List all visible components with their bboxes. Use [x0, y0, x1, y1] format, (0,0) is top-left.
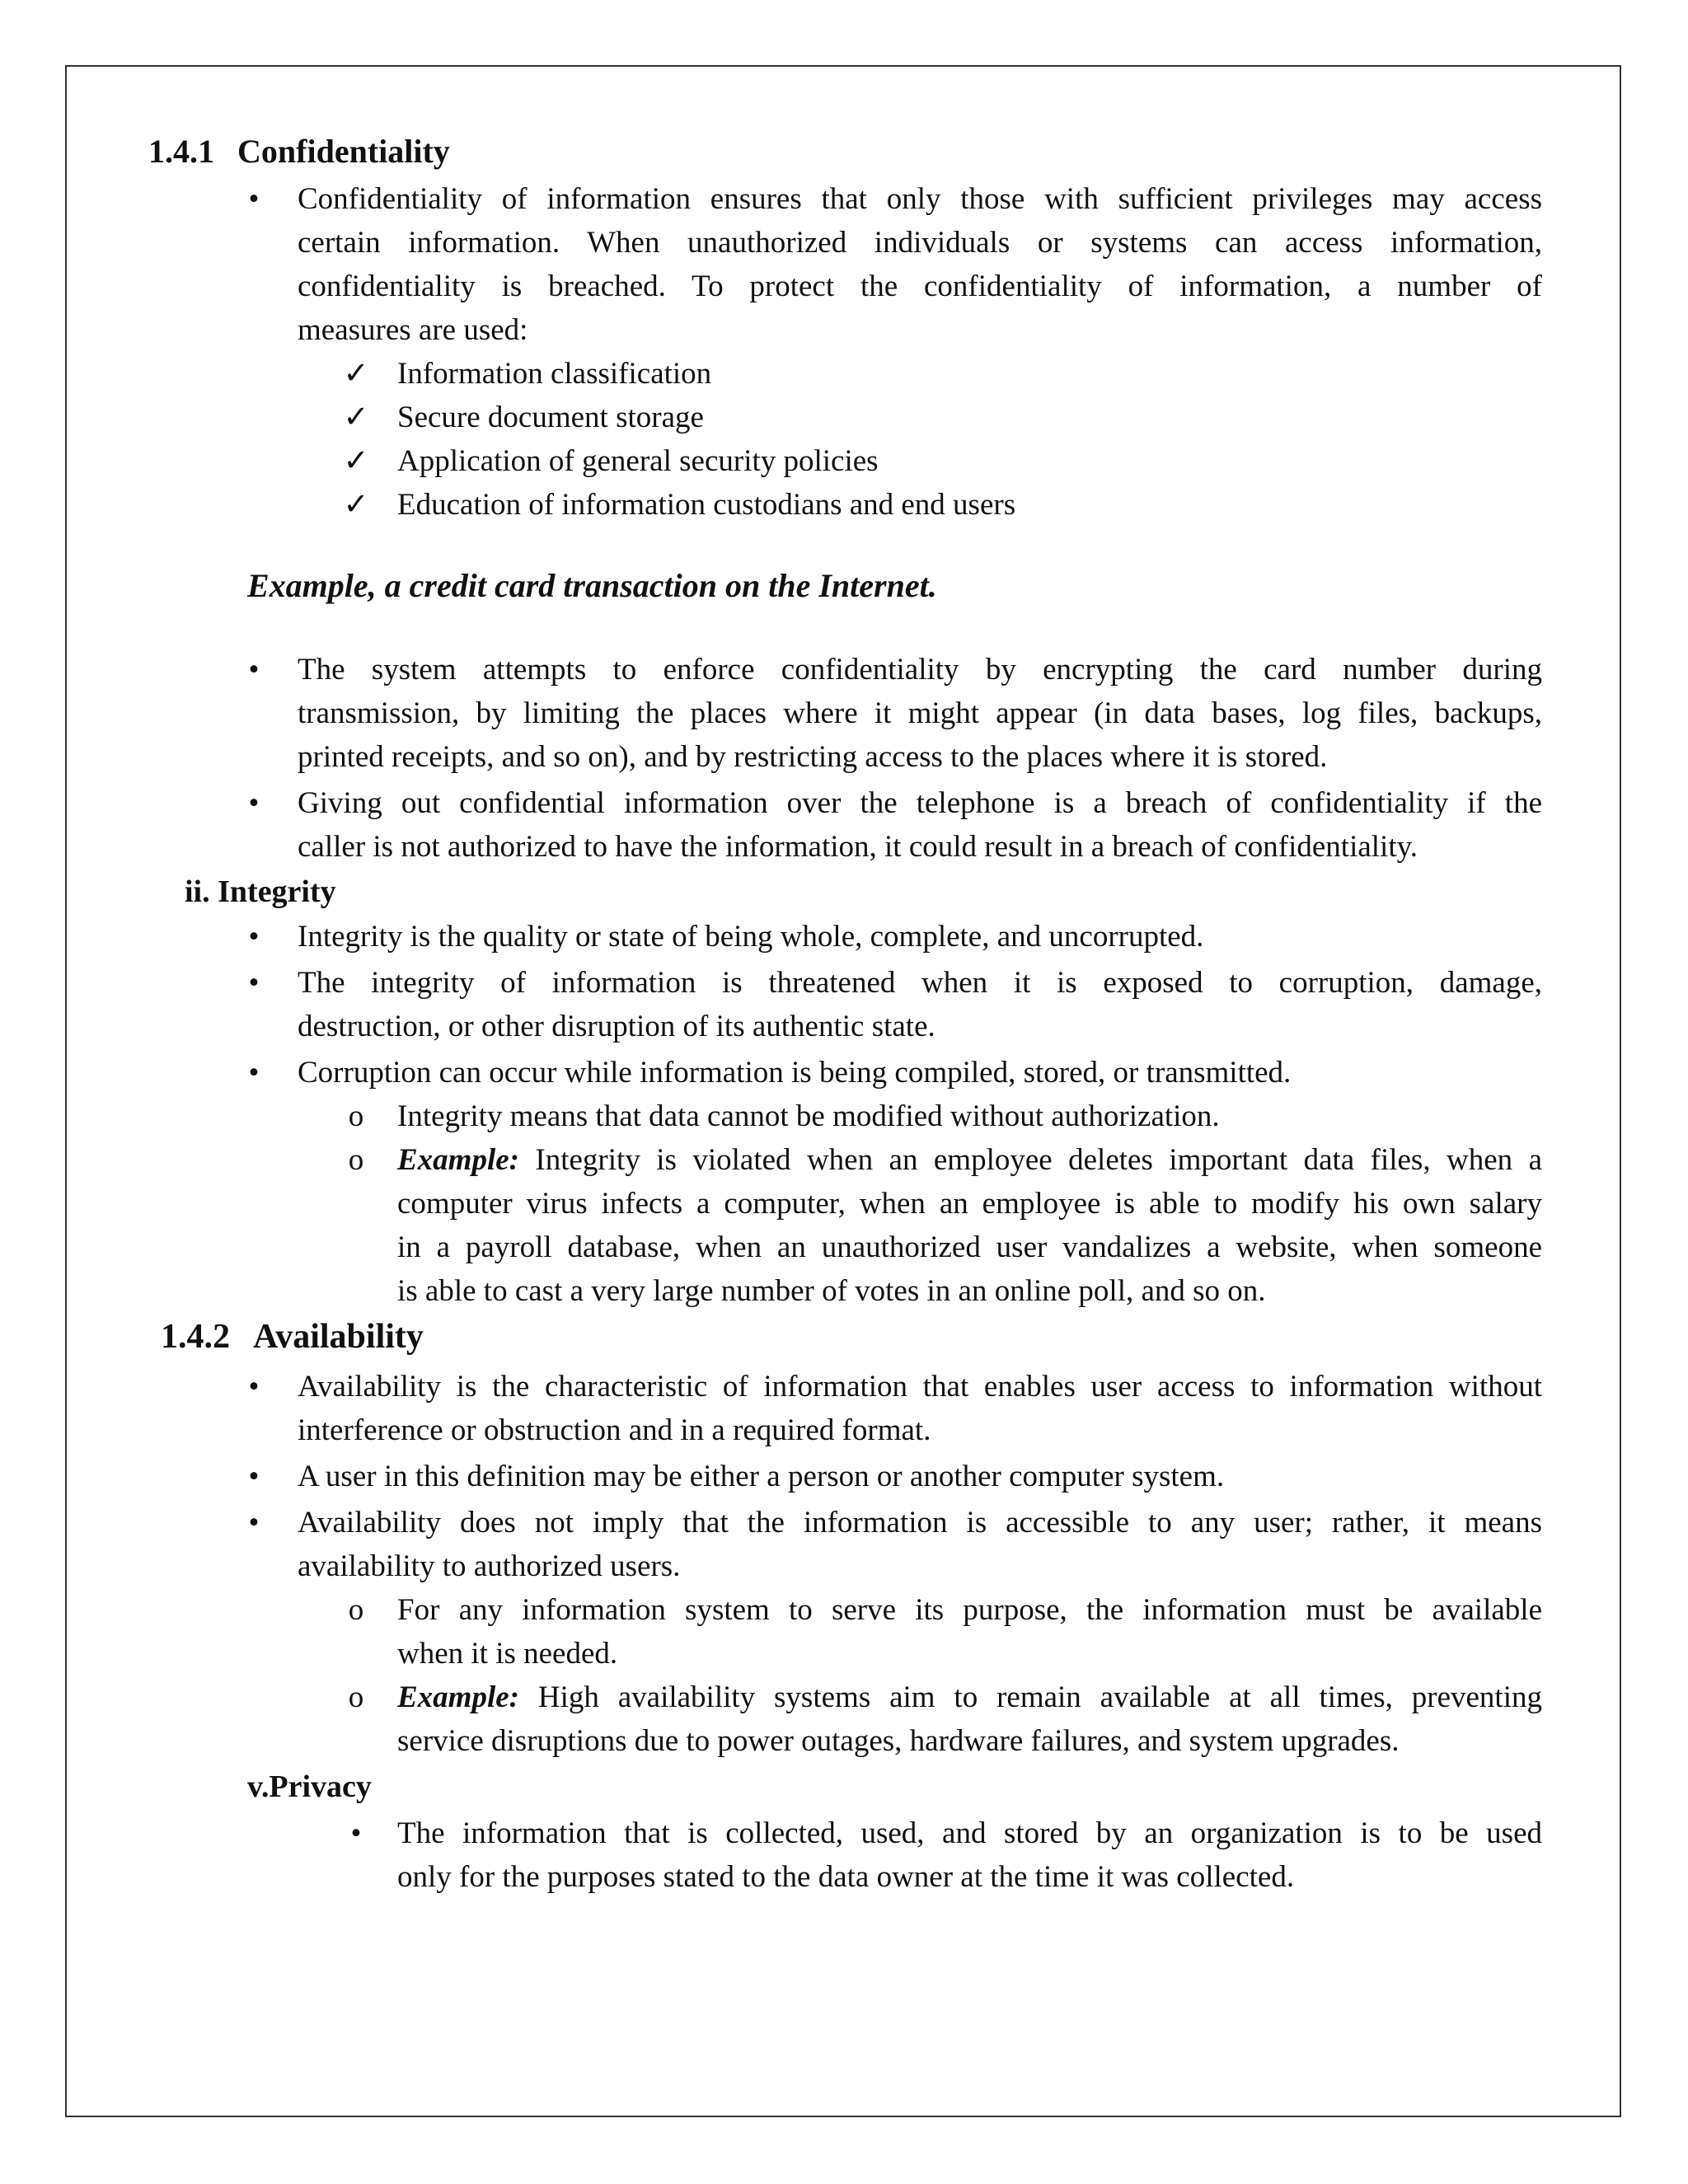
paragraph-line: Availability does not imply that the information is accessible to any user; rather, it means	[298, 1506, 1542, 1540]
paragraph-line: Integrity is the quality or state of being whole, complete, and uncorrupted.	[298, 920, 1204, 954]
paragraph-line: The integrity of information is threatened when it is exposed to corruption, damage,	[298, 966, 1542, 1000]
heading-number: 1.4.2	[161, 1318, 230, 1356]
list-item: Education of information custodians and end users	[397, 488, 1016, 522]
bullet-icon: •	[248, 1370, 260, 1404]
paragraph-line: Integrity means that data cannot be modified without authorization.	[397, 1099, 1220, 1133]
paragraph-line: Confidentiality of information ensures that only those with sufficient privileges may access	[298, 182, 1542, 216]
example-label: Example:	[397, 1680, 519, 1714]
paragraph-line: destruction, or other disruption of its authentic state.	[298, 1010, 935, 1043]
list-item: Application of general security policies	[397, 444, 879, 478]
heading-1-4-2	[161, 1315, 424, 1358]
list-item: Information classification	[397, 357, 712, 391]
bullet-icon: •	[248, 182, 260, 216]
heading-1-4-1	[148, 130, 450, 173]
example-text: Integrity is violated when an employee deletes important data files, when a	[518, 1143, 1542, 1177]
paragraph-line	[397, 1675, 1542, 1719]
paragraph-line: is able to cast a very large number of votes in an online poll, and so on.	[397, 1274, 1266, 1308]
heading-integrity: ii. Integrity	[185, 874, 336, 909]
paragraph-line: when it is needed.	[397, 1637, 618, 1671]
sub-bullet-icon: o	[348, 1680, 364, 1714]
checkmark-icon: ✓	[343, 444, 369, 478]
paragraph-line: measures are used:	[298, 313, 528, 347]
heading-title: Availability	[253, 1318, 424, 1356]
paragraph-line: Corruption can occur while information is being compiled, stored, or transmitted.	[298, 1056, 1292, 1090]
sub-bullet-icon: o	[348, 1099, 364, 1133]
bullet-icon: •	[248, 786, 260, 820]
heading-privacy: v.Privacy	[247, 1769, 372, 1804]
paragraph-line: certain information. When unauthorized individuals or systems can access information,	[298, 226, 1542, 260]
paragraph-line: interference or obstruction and in a required format.	[298, 1413, 931, 1447]
sub-bullet-icon: o	[348, 1143, 364, 1177]
bullet-icon: •	[248, 1056, 260, 1090]
paragraph-line: A user in this definition may be either a person or another computer system.	[298, 1460, 1225, 1493]
heading-number: 1.4.1	[148, 133, 214, 170]
example-text: High availability systems aim to remain available at all times, preventing	[518, 1680, 1542, 1714]
paragraph-line: Availability is the characteristic of information that enables user access to information without	[298, 1370, 1542, 1404]
example-heading: Example, a credit card transaction on the Internet.	[247, 567, 937, 604]
paragraph-line: confidentiality is breached. To protect the confidentiality of information, a number of	[298, 269, 1542, 303]
paragraph-line: caller is not authorized to have the information, it could result in a breach of confidentiality.	[298, 830, 1418, 864]
paragraph-line: transmission, by limiting the places where it might appear (in data bases, log files, backups,	[298, 696, 1542, 730]
paragraph-line: computer virus infects a computer, when an employee is able to modify his own salary	[397, 1187, 1542, 1221]
paragraph-line	[397, 1138, 1542, 1182]
paragraph-line: service disruptions due to power outages, hardware failures, and system upgrades.	[397, 1724, 1400, 1758]
bullet-icon: •	[248, 920, 260, 954]
sub-bullet-icon: o	[348, 1593, 364, 1627]
example-label: Example:	[397, 1143, 519, 1177]
heading-title: Confidentiality	[237, 133, 450, 170]
paragraph-line: The information that is collected, used, and stored by an organization is to be used	[397, 1816, 1542, 1850]
checkmark-icon: ✓	[343, 488, 369, 522]
paragraph-line: availability to authorized users.	[298, 1549, 681, 1583]
paragraph-line: For any information system to serve its purpose, the information must be available	[397, 1593, 1542, 1627]
bullet-icon: •	[248, 653, 260, 687]
list-item: Secure document storage	[397, 401, 704, 434]
checkmark-icon: ✓	[343, 401, 369, 434]
paragraph-line: printed receipts, and so on), and by restricting access to the places where it is stored.	[298, 740, 1328, 774]
paragraph-line: only for the purposes stated to the data owner at the time it was collected.	[397, 1860, 1295, 1894]
paragraph-line: The system attempts to enforce confidentiality by encrypting the card number during	[298, 653, 1542, 687]
bullet-icon: •	[248, 1506, 260, 1540]
checkmark-icon: ✓	[343, 357, 369, 391]
bullet-icon: •	[350, 1816, 362, 1850]
paragraph-line: in a payroll database, when an unauthorized user vandalizes a website, when someone	[397, 1230, 1542, 1264]
bullet-icon: •	[248, 1460, 260, 1493]
bullet-icon: •	[248, 966, 260, 1000]
paragraph-line: Giving out confidential information over the telephone is a breach of confidentiality if the	[298, 786, 1542, 820]
